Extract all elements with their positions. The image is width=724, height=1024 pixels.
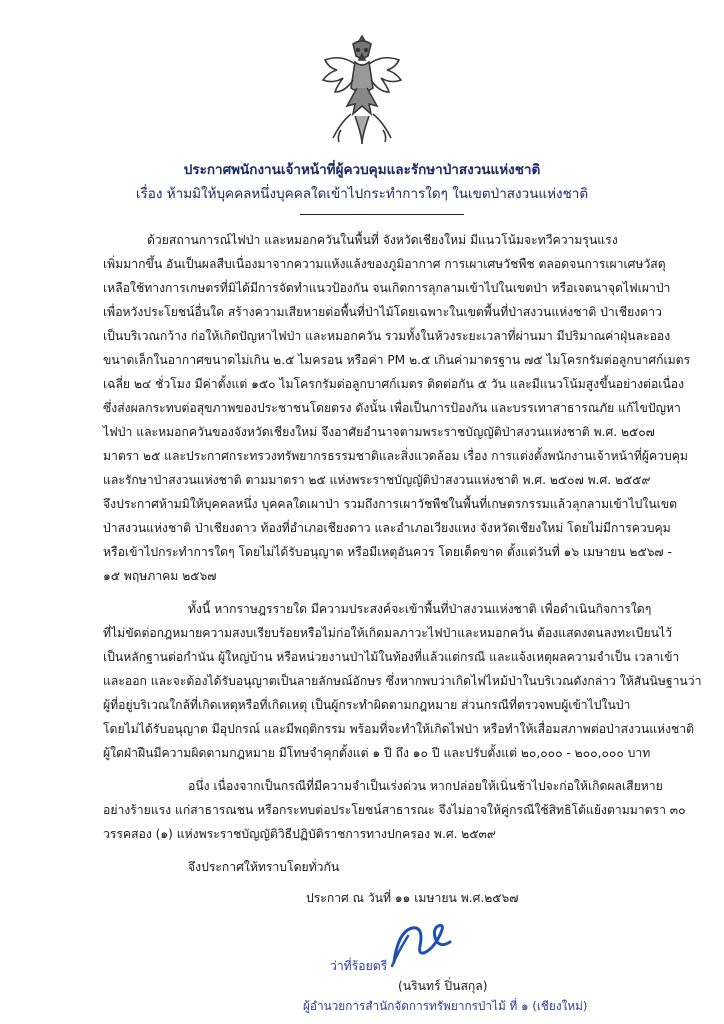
announcement-subject: เรื่อง ห้ามมิให้บุคคลหนึ่งบุคคลใดเข้าไปกระทำการใดๆ ในเขตป่าสงวนแห่งชาติ <box>135 186 589 202</box>
signer-rank: ว่าที่ร้อยตรี <box>330 959 388 973</box>
paragraph-line: มาตรา ๒๕ และประกาศกระทรวงทรัพยากรธรรมชาติและสิ่งแวดล้อม เรื่อง การแต่งตั้งพนักงานเจ้าหน้าที่ผู้ควบคุม <box>103 449 688 463</box>
paragraph-line: ผู้ที่อยู่บริเวณใกล้ที่เกิดเหตุหรือที่เกิดเหตุ เป็นผู้กระทำผิดตามกฎหมาย ส่วนกรณีที่ตรวจพบผู้เข้าไปในป่า <box>103 698 631 712</box>
paragraph-line: ซึ่งส่งผลกระทบต่อสุขภาพของประชาชนโดยตรง ดังนั้น เพื่อเป็นการป้องกัน และบรรเทาสาธารณภัย แก้ไขปัญหา <box>103 401 681 415</box>
announcement-title: ประกาศพนักงานเจ้าหน้าที่ผู้ควบคุมและรักษาป่าสงวนแห่งชาติ <box>183 162 541 178</box>
paragraph-line: ๑๕ พฤษภาคม ๒๕๖๗ <box>103 569 217 583</box>
paragraph-line: เหลือใช้ทางการเกษตรที่มิได้มีการจัดทำแนวป้องกัน จนเกิดการลุกลามเข้าไปในเขตป่า หรือเจตนาจุดไฟเผาป่า <box>103 281 671 295</box>
paragraph-line: เป็นบริเวณกว้าง ก่อให้เกิดปัญหาไฟป่า และหมอกควัน รวมทั้งในห้วงระยะเวลาที่ผ่านมา มีปริมาณค่าฝุ่นละออง <box>103 329 671 343</box>
closing-statement: จึงประกาศให้ทราบโดยทั่วกัน <box>188 860 340 874</box>
paragraph-line: และออก และจะต้องได้รับอนุญาตเป็นลายลักษณ์อักษร ซึ่งหากพบว่าเกิดไฟไหม้ป่าในบริเวณดังกล่าว ให้สันนิษฐานว่า <box>103 674 702 688</box>
signer-name: (นรินทร์ ปิ่นสกุล) <box>398 979 488 993</box>
announcement-date: ประกาศ ณ วันที่ ๑๑ เมษายน พ.ศ.๒๕๖๗ <box>306 891 519 905</box>
paragraph-line: ขนาดเล็กในอากาศขนาดไม่เกิน ๒.๕ ไมครอน หรือค่า PM ๒.๕ เกินค่ามาตรฐาน ๗๕ ไมโครกรัมต่อลูกบาศก์เมตร <box>103 353 691 367</box>
paragraph-line: ผู้ใดฝ่าฝืนมีความผิดตามกฎหมาย มีโทษจำคุกตั้งแต่ ๑ ปี ถึง ๑๐ ปี และปรับตั้งแต่ ๒๐,๐๐๐ - ๒๐๐,๐๐๐ บาท <box>103 746 651 760</box>
paragraph-line: เพิ่มมากขึ้น อันเป็นผลสืบเนื่องมาจากความแห้งแล้งของภูมิอากาศ การเผาเศษวัชพืช ตลอดจนการเผาเศษวัสดุ <box>103 257 666 271</box>
paragraph-line: ป่าสงวนแห่งชาติ ป่าเชียงดาว ท้องที่อำเภอเชียงดาว และอำเภอเวียงแหง จังหวัดเชียงใหม่ โดยไม่มีการควบคุม <box>103 521 671 535</box>
paragraph-line: เพื่อหวังประโยชน์อื่นใด สร้างความเสียหายต่อพื้นที่ป่าไม้โดยเฉพาะในเขตพื้นที่ป่าสงวนแห่งชาติ ป่าเชียงดาว <box>103 305 662 319</box>
paragraph-line: อนึ่ง เนื่องจากเป็นกรณีที่มีความจำเป็นเร่งด่วน หากปล่อยให้เนิ่นช้าไปจะก่อให้เกิดผลเสียหาย <box>188 779 663 793</box>
signer-position: ผู้อำนวยการสำนักจัดการทรัพยากรป่าไม้ ที่ ๑ (เชียงใหม่) <box>303 999 588 1013</box>
paragraph-line: วรรคสอง (๑) แห่งพระราชบัญญัติวิธีปฏิบัติราชการทางปกครอง พ.ศ. ๒๕๓๙ <box>103 827 496 841</box>
paragraph-line: โดยไม่ได้รับอนุญาต มีอุปกรณ์ และมีพฤติกรรม พร้อมที่จะทำให้เกิดไฟป่า หรือทำให้เสื่อมสภาพต่อป่าสงวนแห่งชาติ <box>103 722 695 736</box>
paragraph-line: ที่ไม่ขัดต่อกฎหมายความสงบเรียบร้อยหรือไม่ก่อให้เกิดมลภาวะไฟป่าและหมอกควัน ต้องแสดงตนลงทะเบียนไว้ <box>103 626 672 640</box>
paragraph-line: ทั้งนี้ หากราษฎรรายใด มีความประสงค์จะเข้าพื้นที่ป่าสงวนแห่งชาติ เพื่อดำเนินกิจการใดๆ <box>188 602 652 616</box>
paragraph-line: หรือเข้าไปกระทำการใดๆ โดยไม่ได้รับอนุญาต หรือมีเหตุอันควร โดยเด็ดขาด ตั้งแต่วันที่ ๑๖ เมษายน ๒๕๖๗ - <box>103 545 672 559</box>
paragraph-line: ไฟป่า และหมอกควันของจังหวัดเชียงใหม่ จึงอาศัยอำนาจตามพระราชบัญญัติป่าสงวนแห่งชาติ พ.ศ. ๒๕๐๗ <box>103 425 655 439</box>
title-divider <box>300 214 464 215</box>
garuda-emblem <box>317 30 407 148</box>
signature-mark <box>386 914 456 974</box>
paragraph-line: และรักษาป่าสงวนแห่งชาติ ตามมาตรา ๒๕ แห่งพระราชบัญญัติป่าสงวนแห่งชาติ พ.ศ. ๒๕๐๗ พ.ศ. ๒๕๕๙ <box>103 473 651 487</box>
paragraph-line: เป็นหลักฐานต่อกำนัน ผู้ใหญ่บ้าน หรือหน่วยงานป่าไม้ในท้องที่แล้วแต่กรณี และแจ้งเหตุผลความจำเป็น เวลาเข้า <box>103 650 680 664</box>
paragraph-line: จึงประกาศห้ามมิให้บุคคลหนึ่ง บุคคลใดเผาป่า รวมถึงการเผาวัชพืชในพื้นที่เกษตรกรรมแล้วลุกลามเข้าไปในเขต <box>103 497 678 511</box>
paragraph-line: ด้วยสถานการณ์ไฟป่า และหมอกควันในพื้นที่ จังหวัดเชียงใหม่ มีแนวโน้มจะทวีความรุนแรง <box>147 233 618 247</box>
paragraph-line: อย่างร้ายแรง แก่สาธารณชน หรือกระทบต่อประโยชน์สาธารณะ จึงไม่อาจให้คู่กรณีใช้สิทธิโต้แย้งตามมาตรา ๓๐ <box>103 803 686 817</box>
paragraph-line: เฉลี่ย ๒๔ ชั่วโมง มีค่าตั้งแต่ ๑๕๐ ไมโครกรัมต่อลูกบาศก์เมตร ติดต่อกัน ๕ วัน และมีแนวโน้มสูงขึ้นอย่างต่อเนื่อง <box>103 377 685 391</box>
